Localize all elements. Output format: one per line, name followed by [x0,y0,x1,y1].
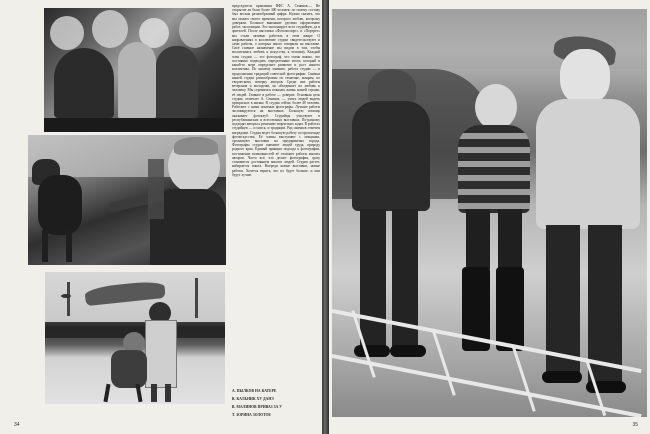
photo-captions [232,387,320,419]
caption-4: Т. ЗОРИНА ЗОЛОТОЕ [232,413,272,417]
caption-2: В. КАЛЬНИК ХУ ДАНЭ [232,397,274,401]
caption-3: В. МАЛИНОВ ПРИВАЗ ЗА У [232,405,283,409]
page-number-left: 34 [14,422,20,428]
photo-boy-with-horse [28,135,226,265]
photo-three-boys [332,9,647,417]
page-number-right: 35 [632,422,638,428]
photo-children-group [44,8,224,132]
gutter-shadow [322,0,329,434]
photo-artist-at-harbor [45,272,225,404]
caption-1: А. ПЫЛКОВ НА КАТЕРЕ [232,389,277,393]
article-text-column: председатель правления НФС А. Сеников.— Не открытие ли было более 300 человек: по своему составу был весьма разнообразный цифра. Нужно сказать, что мы можем своего времени, которого люблю, которому доверяли. Большое внимание уделено оформлению работ, экспозиции. Это экспонирует всех студийцев, да и зрителей. После выставки «Фотоэкспорт» и «Портрет» мы стали активно работать в этом жанре. О направлениях в коллективе студии свидетельствуют и сами работы, о которых много говорили на выставке. Своё главное назначение мы видим в том, чтобы воспитывать любовь к искусству, к человеку. Каждый член студии — это фотограф, что очень важно, что постоянно подводить определенные итоги, который в какой-то мере определяет развитие и рост нашего коллектива. По нашему мнению, работа студии — в продолжении традиций советской фотографии. Снимки нашей студии разнообразны по тематике, жанрам, по творческому почерку авторов. Среди них работы ветеранов и молодежи, но объединяет их любовь к человеку. Мы стремимся показать жизнь нашей страны, её людей. Главное в работе — доверие. Основная цель студии, отмечает А. Сеников, — учить людей видеть прекрасное в жизни. В студии сейчас более 40 человек. Работают с ними опытные фотографы. Лучшие работы экспонируются на выставках. Большую помощь оказывает фотоклуб. Студийцы участвуют в республиканских и всесоюзных выставках. По-разному подходят авторы к решению творческих задач. В работах студийцев — и поиск, и традиции. Ряд снимков отмечен наградами. Студия ведет большую работу по пропаганде фотоискусства. Её члены выступают с лекциями, организуют выставки на предприятиях города. Фотографы студии снимают людей труда, природу родного края. Единый принцип подхода к фотографии, постижение возможностей её отличает работы многих авторов. Часто всё, что делает фотография, сразу становится достоянием многих людей. Студия растет, набирается опыта. Впереди новые выставки, новые работы. Хочется верить, что их будет больше, и они будут лучше. [232,4,320,177]
right-page [329,0,650,434]
left-page [0,0,322,434]
